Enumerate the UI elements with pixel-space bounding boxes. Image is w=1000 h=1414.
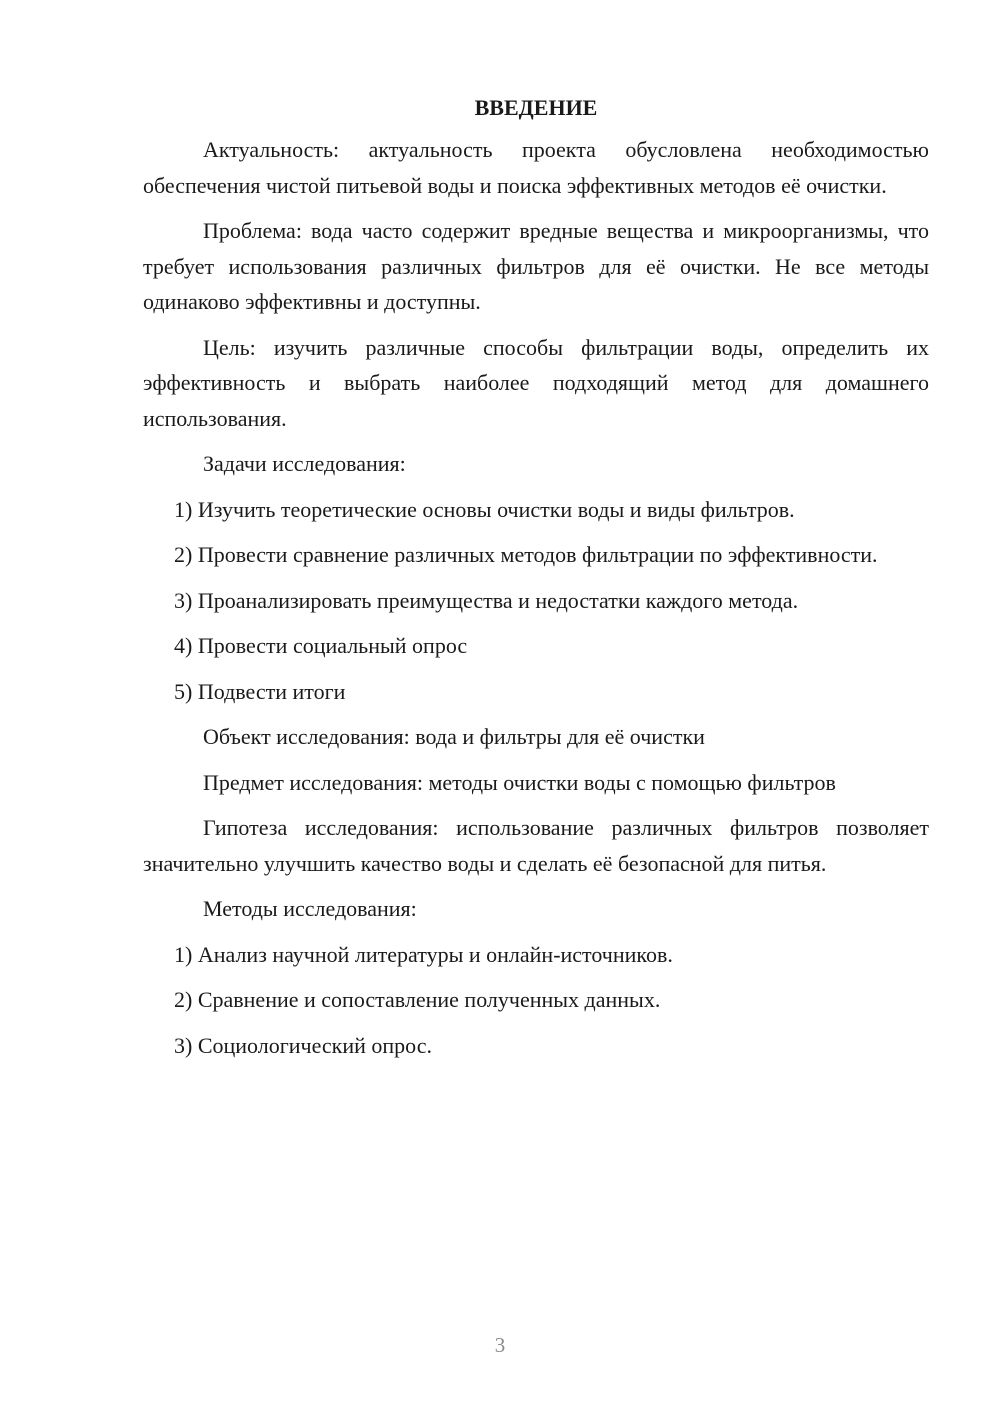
methods-title: Методы исследования: <box>203 896 417 921</box>
tasks-title: Задачи исследования: <box>203 451 406 476</box>
task-item-2: 2) Провести сравнение различных методов фильтрации по эффективности. <box>174 542 878 567</box>
document-body <box>143 90 929 1073</box>
method-item-1: 1) Анализ научной литературы и онлайн-источников. <box>174 941 673 967</box>
task-item-5: 5) Подвести итоги <box>174 678 346 704</box>
goal-paragraph: Цель: изучить различные способы фильтрации воды, определить их эффективность и выбрать наиболее подходящий метод для домашнего использования. <box>143 334 929 431</box>
problem-paragraph: Проблема: вода часто содержит вредные вещества и микроорганизмы, что требует использования различных фильтров для её очистки. Не все методы одинаково эффективны и доступны. <box>143 218 929 314</box>
task-item-1: 1) Изучить теоретические основы очистки воды и виды фильтров. <box>174 496 795 522</box>
task-item-3: 3) Проанализировать преимущества и недостатки каждого метода. <box>174 587 799 613</box>
relevance-paragraph: Актуальность: актуальность проекта обусловлена необходимостью обеспечения чистой питьевой воды и поиска эффективных методов её очистки. <box>143 137 929 198</box>
object-paragraph: Объект исследования: вода и фильтры для её очистки <box>203 724 705 749</box>
task-item-4: 4) Провести социальный опрос <box>174 633 468 658</box>
section-heading: ВВЕДЕНИЕ <box>474 95 598 120</box>
hypothesis-paragraph: Гипотеза исследования: использование различных фильтров позволяет значительно улучшить качество воды и сделать её безопасной для питья. <box>143 815 929 876</box>
method-item-3: 3) Социологический опрос. <box>174 1032 432 1058</box>
page-number: 3 <box>494 1333 506 1357</box>
subject-paragraph: Предмет исследования: методы очистки воды с помощью фильтров <box>203 769 836 795</box>
method-item-2: 2) Сравнение и сопоставление полученных данных. <box>174 987 661 1012</box>
